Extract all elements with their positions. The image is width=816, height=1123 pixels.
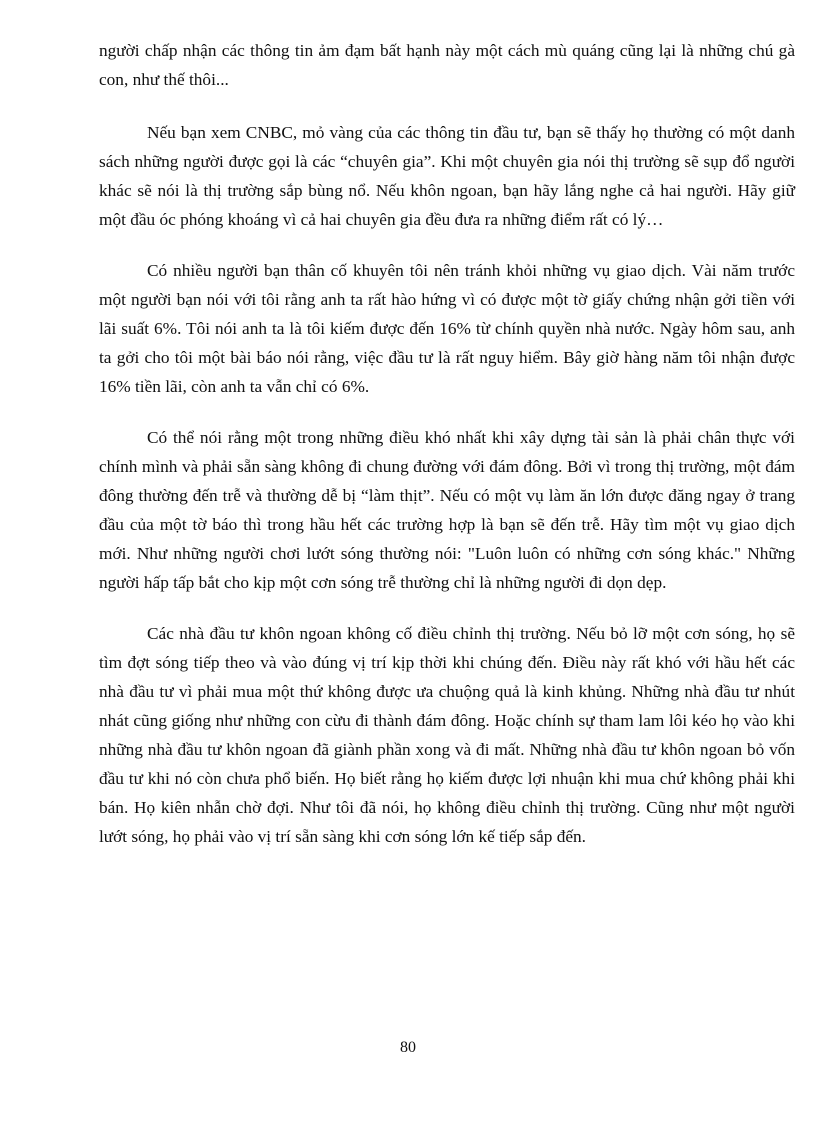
paragraph-4: Có thể nói rằng một trong những điều khó nhất khi xây dựng tài sản là phải chân thực với chính mình và phải sẵn sàng không đi chung đường với đám đông. Bởi vì trong thị trường, một đám đông thường đến trễ và thường dễ bị “làm thịt”. Nếu có một vụ làm ăn lớn được đăng ngay ở trang đầu của một tờ báo thì trong hầu hết các trường hợp là bạn sẽ đến trễ. Hãy tìm một vụ giao dịch mới. Như những người chơi lướt sóng thường nói: "Luôn luôn có những cơn sóng khác." Những người hấp tấp bắt cho kịp một cơn sóng trễ thường chỉ là những người đi dọn dẹp. (99, 428, 795, 592)
page-number: 80 (400, 1039, 416, 1056)
paragraph-3: Có nhiều người bạn thân cố khuyên tôi nên tránh khỏi những vụ giao dịch. Vài năm trước một người bạn nói với tôi rằng anh ta rất hào hứng vì có được một tờ giấy chứng nhận gởi tiền với lãi suất 6%. Tôi nói anh ta là tôi kiếm được đến 16% từ chính quyền nhà nước. Ngày hôm sau, anh ta gởi cho tôi một bài báo nói rằng, việc đầu tư là rất nguy hiểm. Bây giờ hàng năm tôi nhận được 16% tiền lãi, còn anh ta vẫn chỉ có 6%. (99, 261, 795, 396)
paragraph-1: người chấp nhận các thông tin ảm đạm bất hạnh này một cách mù quáng cũng lại là những chú gà con, như thế thôi... (99, 41, 795, 89)
paragraph-2: Nếu bạn xem CNBC, mỏ vàng của các thông tin đầu tư, bạn sẽ thấy họ thường có một danh sách những người được gọi là các “chuyên gia”. Khi một chuyên gia nói thị trường sẽ sụp đổ người khác sẽ nói là thị trường sắp bùng nổ. Nếu khôn ngoan, bạn hãy lắng nghe cả hai người. Hãy giữ một đầu óc phóng khoáng vì cả hai chuyên gia đều đưa ra những điểm rất có lý… (99, 123, 795, 229)
paragraph-5: Các nhà đầu tư khôn ngoan không cố điều chỉnh thị trường. Nếu bỏ lỡ một cơn sóng, họ sẽ tìm đợt sóng tiếp theo và vào đúng vị trí kịp thời khi chúng đến. Điều này rất khó với hầu hết các nhà đầu tư vì phải mua một thứ không được ưa chuộng quả là kinh khủng. Những nhà đầu tư nhút nhát cũng giống như những con cừu đi thành đám đông. Hoặc chính sự tham lam lôi kéo họ vào khi những nhà đầu tư khôn ngoan đã giành phần xong và đi mất. Những nhà đầu tư khôn ngoan bỏ vốn đầu tư khi nó còn chưa phổ biến. Họ biết rằng họ kiếm được lợi nhuận khi mua chứ không phải khi bán. Họ kiên nhẫn chờ đợi. Như tôi đã nói, họ không điều chỉnh thị trường. Cũng như một người lướt sóng, họ phải vào vị trí sẵn sàng khi cơn sóng lớn kế tiếp sắp đến. (99, 624, 795, 846)
page-body (99, 36, 795, 873)
